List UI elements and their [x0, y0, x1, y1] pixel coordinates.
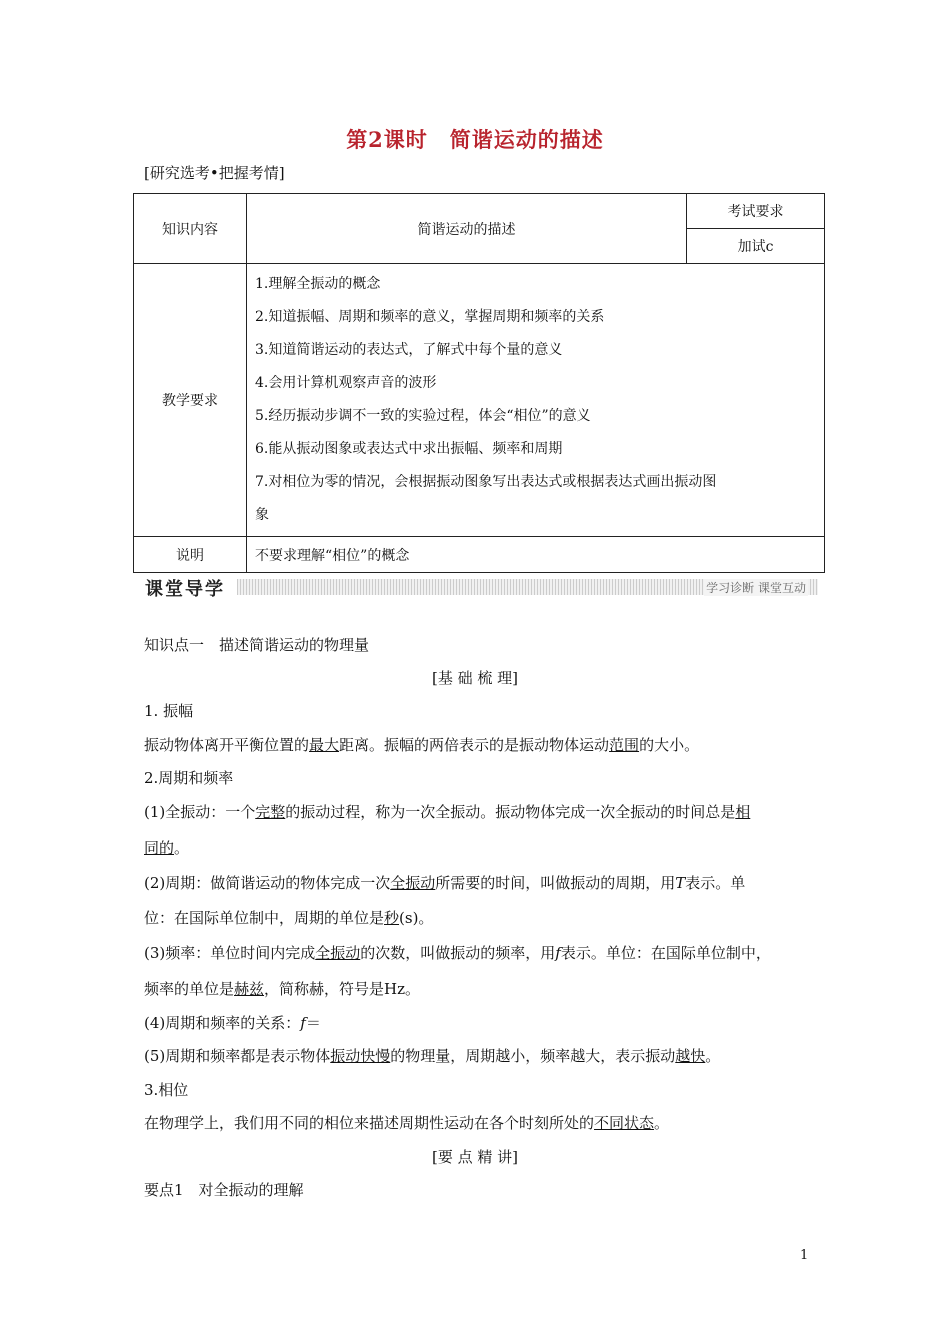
page-number: 1	[800, 1248, 809, 1263]
paragraph-period-cont: 位：在国际单位制中，周期的单位是秒(s)。	[144, 909, 434, 927]
list-item: 5.经历振动步调不一致的实验过程，体会“相位”的意义	[255, 408, 591, 424]
key-points-heading: [要 点 精 讲]	[431, 1148, 518, 1166]
table-header-topic: 简谐运动的描述	[247, 194, 687, 264]
table-header-content: 知识内容	[134, 194, 247, 264]
subheading-amplitude: 1. 振幅	[144, 702, 194, 720]
list-item: 1.理解全振动的概念	[255, 276, 381, 292]
table-note: 不要求理解“相位”的概念	[247, 537, 825, 573]
paragraph-frequency-cont: 频率的单位是赫兹，简称赫，符号是Hz。	[144, 980, 421, 998]
requirement-list	[247, 264, 825, 537]
paragraph-phase: 在物理学上，我们用不同的相位来描述周期性运动在各个时刻所处的不同状态。	[144, 1114, 670, 1132]
paragraph-period: (2)周期：做简谐运动的物体完成一次全振动所需要的时间，叫做振动的周期，用T表示。单	[144, 874, 746, 892]
list-item: 象	[255, 507, 269, 523]
table-header-exam: 考试要求	[687, 194, 825, 229]
list-item: 4.会用计算机观察声音的波形	[255, 375, 437, 391]
section-banner	[141, 574, 818, 600]
paragraph-relation: (4)周期和频率的关系：f＝	[144, 1014, 321, 1032]
paragraph-frequency: (3)频率：单位时间内完成全振动的次数，叫做振动的频率，用f表示。单位：在国际单位制中，	[144, 944, 771, 962]
section-subtitle: [研究选考•把握考情]	[144, 164, 285, 182]
subheading-period-frequency: 2.周期和频率	[144, 769, 234, 787]
paragraph-full-vibration: (1)全振动：一个完整的振动过程，称为一次全振动。振动物体完成一次全振动的时间总是相	[144, 803, 751, 821]
list-item: 3.知道简谐运动的表达式，了解式中每个量的意义	[255, 342, 563, 358]
banner-tag: 学习诊断 课堂互动	[706, 581, 806, 595]
page-title: 第2课时 简谐运动的描述	[346, 127, 604, 152]
paragraph-amplitude: 振动物体离开平衡位置的最大距离。振幅的两倍表示的是振动物体运动范围的大小。	[144, 736, 700, 754]
key-point-1: 要点1 对全振动的理解	[144, 1181, 304, 1199]
paragraph-full-vibration-cont: 同的。	[144, 839, 190, 857]
paragraph-speed: (5)周期和频率都是表示物体振动快慢的物理量，周期越小，频率越大，表示振动越快。	[144, 1047, 721, 1065]
table-row-label: 教学要求	[134, 264, 247, 537]
subheading-phase: 3.相位	[144, 1081, 189, 1099]
table-note-label: 说明	[134, 537, 247, 573]
list-item: 6.能从振动图象或表达式中求出振幅、频率和周期	[255, 441, 563, 457]
banner-title: 课堂导学	[145, 579, 225, 600]
list-item: 7.对相位为零的情况，会根据振动图象写出表达式或根据表达式画出振动图	[255, 474, 717, 490]
knowledge-point-heading: 知识点一 描述简谐运动的物理量	[144, 636, 370, 654]
requirements-table	[133, 193, 825, 573]
table-exam-level: 加试c	[687, 229, 825, 264]
list-item: 2.知道振幅、周期和频率的意义，掌握周期和频率的关系	[255, 309, 605, 325]
basics-heading: [基 础 梳 理]	[431, 669, 518, 687]
